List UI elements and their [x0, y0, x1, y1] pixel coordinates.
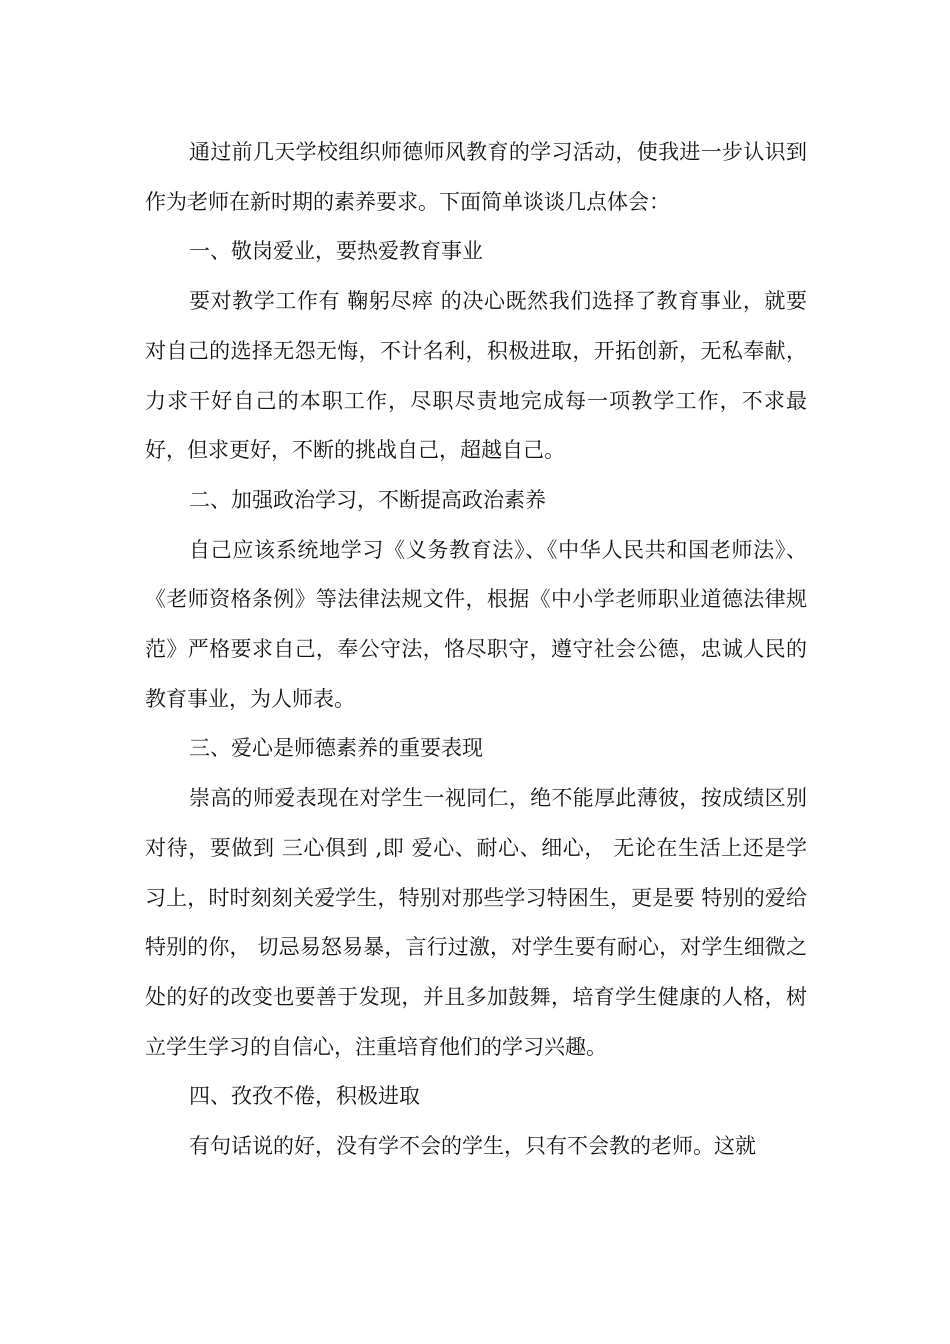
- section-heading-1: 一、敬岗爱业，要热爱教育事业: [189, 239, 483, 264]
- section-heading-2: 二、加强政治学习，不断提高政治素养: [189, 487, 546, 512]
- intro-paragraph: 通过前几天学校组织师德师风教育的学习活动，使我进一步认识到作为老师在新时期的素养要求。下面简单谈谈几点体会：: [145, 140, 807, 214]
- section-3-paragraph: 崇高的师爱表现在对学生一视同仁，绝不能厚此薄彼，按成绩区别对待，要做到 三心俱到 ,即 爱心、耐心、细心， 无论在生活上还是学习上，时时刻刻关爱学生，特别对那些学习特困生，更是要 特别的爱给特别的你， 切忌易怒易暴，言行过激，对学生要有耐心，对学生细微之处的好的改变也要善于发现，并且多加鼓舞，培育学生健康的人格，树立学生学习的自信心，注重培育他们的学习兴趣。: [145, 786, 807, 1059]
- section-2-paragraph: 自己应该系统地学习《义务教育法》、《中华人民共和国老师法》、《老师资格条例》等法律法规文件，根据《中小学老师职业道德法律规范》严格要求自己，奉公守法，恪尽职守，遵守社会公德，忠诚人民的教育事业，为人师表。: [145, 537, 807, 711]
- document-body: [145, 128, 807, 1172]
- section-heading-3: 三、爱心是师德素养的重要表现: [189, 736, 483, 761]
- section-1-paragraph: 要对教学工作有 鞠躬尽瘁 的决心既然我们选择了教育事业，就要对自己的选择无怨无悔，不计名利，积极进取，开拓创新，无私奉献，力求干好自己的本职工作，尽职尽责地完成每一项教学工作，不求最好，但求更好，不断的挑战自己，超越自己。: [145, 289, 807, 463]
- section-heading-4: 四、孜孜不倦，积极进取: [189, 1084, 420, 1109]
- section-4-paragraph: 有句话说的好，没有学不会的学生，只有不会教的老师。这就: [189, 1134, 756, 1159]
